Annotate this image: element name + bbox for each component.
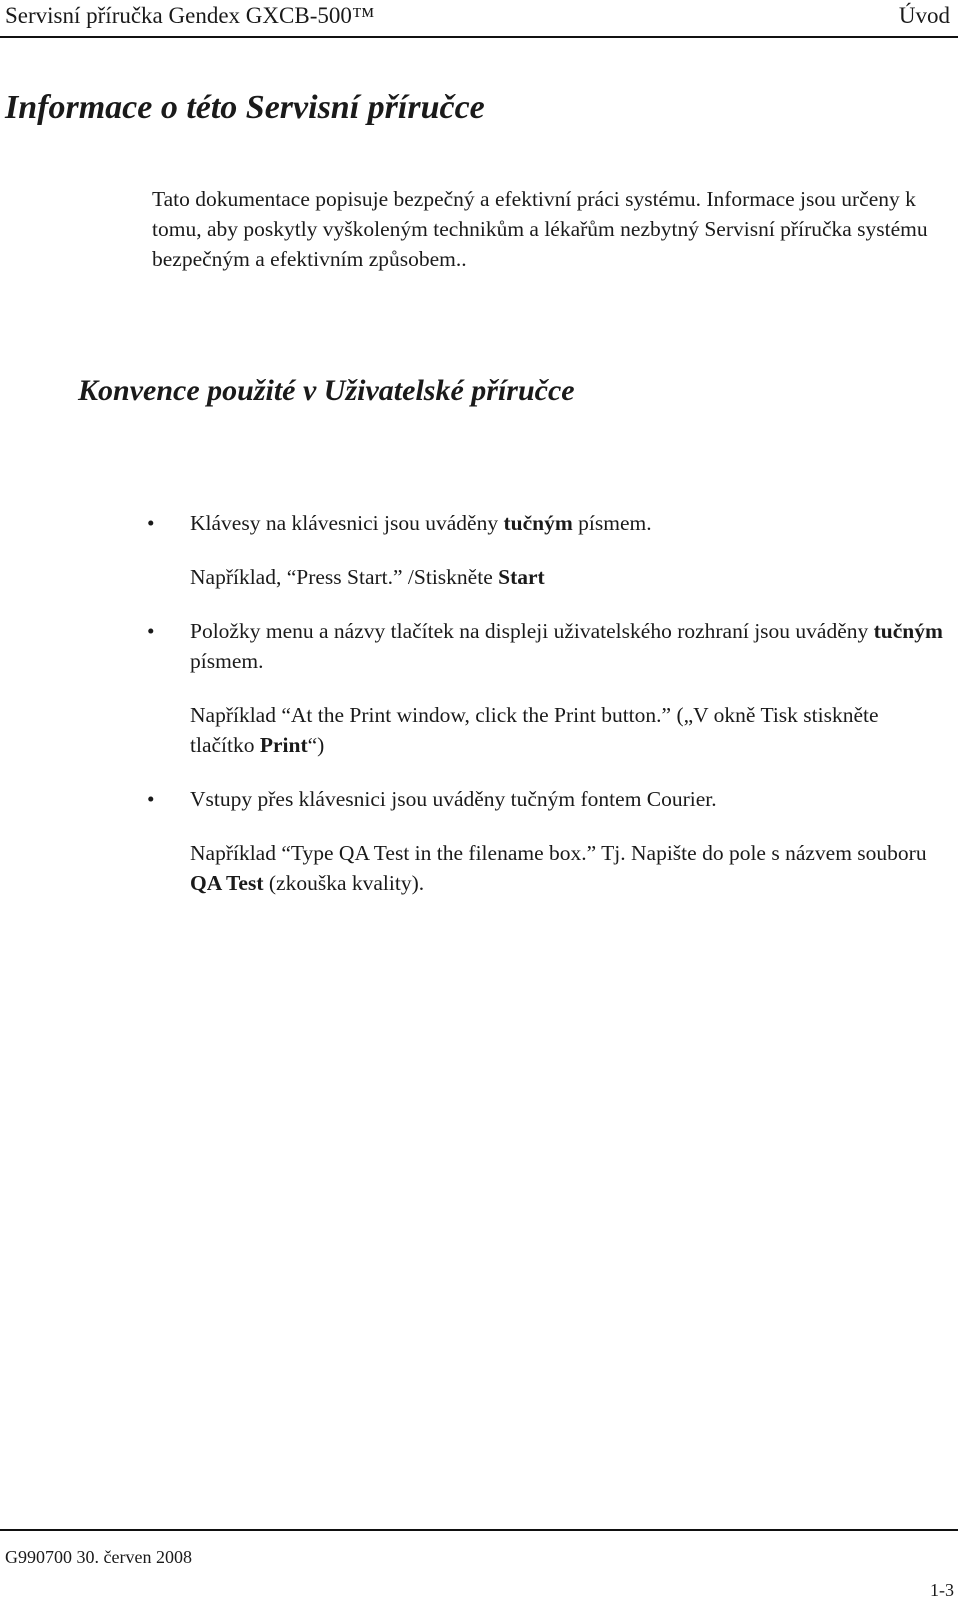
example-bold: QA Test	[190, 871, 264, 895]
example-before: Například, “Press Start.” /Stiskněte	[190, 565, 499, 589]
list-item	[147, 508, 947, 592]
intro-paragraph: Tato dokumentace popisuje bezpečný a efektivní práci systému. Informace jsou určeny k tomu, aby poskytly vyškoleným technikům a lékařům nezbytný Servisní příručka systému bezpečným a efektivním způsobem..	[152, 187, 928, 271]
item-text	[190, 784, 947, 814]
page-number: 1-3	[930, 1580, 954, 1600]
conventions-list	[147, 508, 947, 898]
bullet-icon: •	[147, 511, 155, 535]
item-text-bold: tučným	[873, 619, 943, 643]
footer-divider	[0, 1529, 958, 1531]
item-text	[190, 616, 947, 676]
item-text-bold: tučným	[503, 511, 573, 535]
header-title: Servisní příručka Gendex GXCB-500™	[5, 3, 375, 28]
item-example	[190, 838, 947, 898]
example-after: (zkouška kvality).	[263, 871, 425, 895]
section-heading-conventions: Konvence použité v Uživatelské příručce	[78, 374, 575, 407]
page-header	[0, 0, 958, 38]
header-section: Úvod	[898, 3, 950, 28]
bullet-icon: •	[147, 619, 155, 643]
item-example	[190, 700, 947, 760]
item-text	[190, 508, 947, 538]
section-heading-about: Informace o této Servisní příručce	[5, 89, 485, 126]
example-bold: Start	[498, 565, 545, 589]
footer-doc-code: G990700 30. červen 2008	[5, 1547, 192, 1567]
example-bold: Print	[259, 733, 308, 757]
item-text-before: Klávesy na klávesnici jsou uváděny	[190, 511, 504, 535]
example-before: Například “Type QA Test in the filename box.” Tj. Napište do pole s názvem souboru	[190, 841, 927, 865]
item-text-after: písmem.	[572, 511, 652, 535]
item-example	[190, 562, 947, 592]
example-before: Například “At the Print window, click the Print button.” („V okně Tisk stiskněte tlačítko	[190, 703, 879, 757]
bullet-icon: •	[147, 787, 155, 811]
example-after: “)	[307, 733, 325, 757]
item-text-after: písmem.	[190, 649, 264, 673]
item-text-before: Položky menu a názvy tlačítek na displeji uživatelského rozhraní jsou uváděny	[190, 619, 874, 643]
list-item	[147, 616, 947, 760]
list-item	[147, 784, 947, 898]
item-text-before: Vstupy přes klávesnici jsou uváděny tučným fontem Courier.	[190, 787, 717, 811]
